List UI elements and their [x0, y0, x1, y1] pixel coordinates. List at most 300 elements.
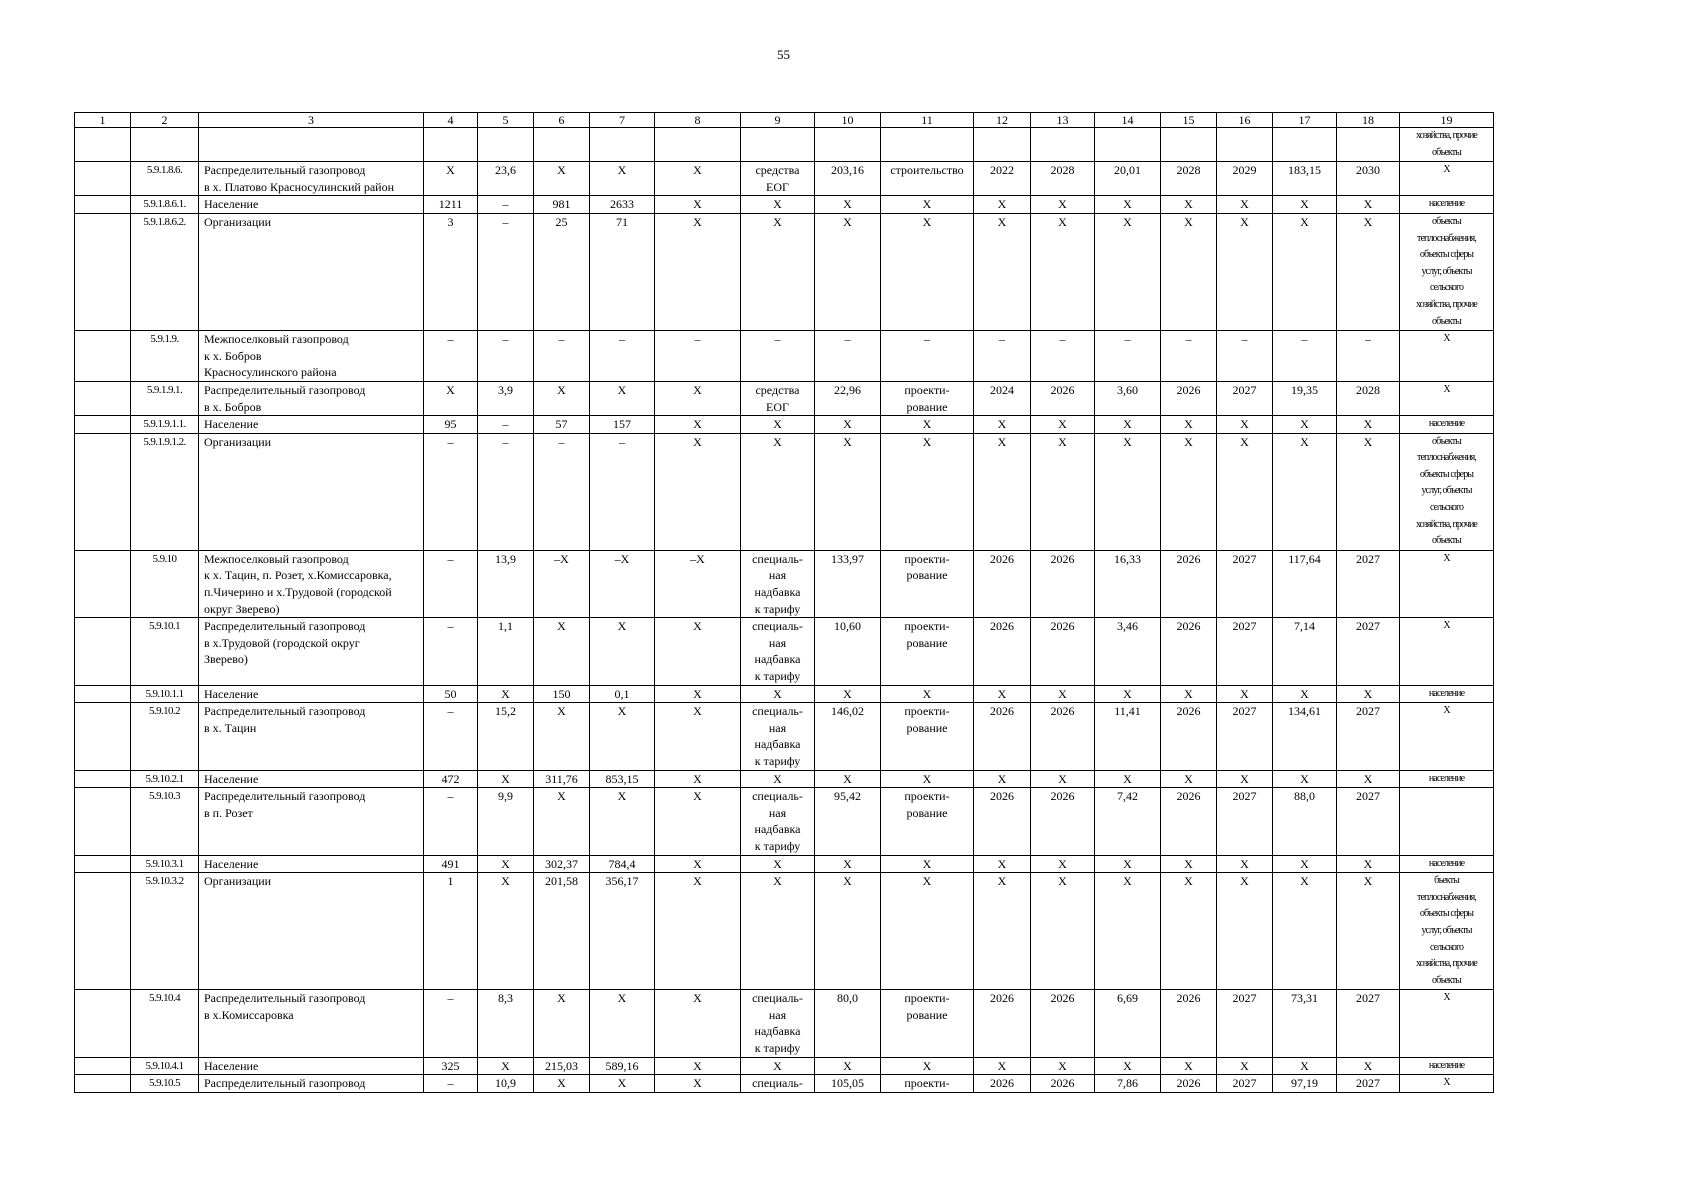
table-cell: Население: [199, 1057, 424, 1075]
table-cell: строительство: [881, 162, 974, 196]
table-cell: 981: [534, 196, 590, 214]
table-row: [75, 128, 1494, 162]
table-cell: 3: [424, 213, 478, 330]
table-cell: 5.9.10: [131, 550, 199, 617]
table-cell: 57: [534, 416, 590, 434]
table-cell: X: [815, 855, 881, 873]
table-cell: Организации: [199, 433, 424, 550]
table-cell: X: [1031, 196, 1095, 214]
table-cell: проекти-: [881, 1075, 974, 1093]
table-cell: 2026: [974, 788, 1031, 855]
table-cell: 2026: [1161, 788, 1217, 855]
table-cell: Население: [199, 685, 424, 703]
table-cell: 2026: [1031, 1075, 1095, 1093]
table-cell: X: [655, 416, 741, 434]
table-cell: X: [741, 433, 815, 550]
table-cell: [590, 128, 655, 162]
table-row: [75, 213, 1494, 330]
table-cell: X: [1217, 1057, 1273, 1075]
table-cell: X: [1273, 855, 1337, 873]
table-cell: X: [741, 213, 815, 330]
table-cell: X: [1161, 855, 1217, 873]
table-cell: 80,0: [815, 990, 881, 1057]
table-cell: –: [590, 331, 655, 382]
table-cell: 203,16: [815, 162, 881, 196]
table-cell: X: [1031, 855, 1095, 873]
table-cell: X: [655, 433, 741, 550]
column-header: 11: [881, 113, 974, 128]
table-cell: Организации: [199, 873, 424, 990]
table-cell: население: [1400, 685, 1494, 703]
table-cell: [75, 703, 131, 770]
table-cell: 10,60: [815, 618, 881, 685]
table-cell: X: [478, 685, 534, 703]
table-cell: 1,1: [478, 618, 534, 685]
table-cell: проекти- рование: [881, 788, 974, 855]
table-cell: 71: [590, 213, 655, 330]
table-cell: Организации: [199, 213, 424, 330]
table-cell: 2026: [1161, 703, 1217, 770]
table-cell: 2026: [1161, 618, 1217, 685]
table-cell: X: [1095, 855, 1161, 873]
table-cell: X: [590, 703, 655, 770]
table-cell: специаль- ная надбавка к тарифу: [741, 990, 815, 1057]
table-cell: 16,33: [1095, 550, 1161, 617]
table-cell: X: [1217, 855, 1273, 873]
table-cell: 2022: [974, 162, 1031, 196]
table-cell: 5.9.1.9.1.2.: [131, 433, 199, 550]
table-cell: [75, 128, 131, 162]
table-cell: X: [534, 703, 590, 770]
table-cell: [75, 433, 131, 550]
table-row: [75, 618, 1494, 685]
table-cell: Население: [199, 416, 424, 434]
table-cell: X: [881, 196, 974, 214]
table-cell: X: [1217, 213, 1273, 330]
table-cell: X: [881, 1057, 974, 1075]
table-row: [75, 685, 1494, 703]
table-cell: 15,2: [478, 703, 534, 770]
table-cell: X: [478, 1057, 534, 1075]
table-cell: X: [655, 162, 741, 196]
column-header: 10: [815, 113, 881, 128]
table-cell: X: [815, 1057, 881, 1075]
table-cell: X: [590, 162, 655, 196]
table-cell: –: [815, 331, 881, 382]
table-row: [75, 703, 1494, 770]
table-cell: 95: [424, 416, 478, 434]
table-cell: X: [1400, 331, 1494, 382]
table-cell: Распределительный газопровод в х. Бобров: [199, 381, 424, 415]
table-cell: [199, 128, 424, 162]
table-cell: X: [815, 685, 881, 703]
table-cell: бъекты теплоснабжения, объекты сферы услуг, объекты сельского хозяйства, прочие объекты: [1400, 873, 1494, 990]
table-cell: Распределительный газопровод в х.Трудовой (городской округ Зверево): [199, 618, 424, 685]
table-cell: –X: [590, 550, 655, 617]
table-cell: Распределительный газопровод в х.Комиссаровка: [199, 990, 424, 1057]
table-cell: [478, 128, 534, 162]
table-cell: X: [655, 213, 741, 330]
table-cell: 95,42: [815, 788, 881, 855]
table-cell: 5.9.1.9.1.1.: [131, 416, 199, 434]
table-cell: 3,46: [1095, 618, 1161, 685]
table-cell: 2026: [1161, 381, 1217, 415]
table-cell: 7,14: [1273, 618, 1337, 685]
table-cell: 2027: [1337, 618, 1400, 685]
table-cell: Межпоселковый газопровод к х. Бобров Красносулинского района: [199, 331, 424, 382]
table-row: [75, 433, 1494, 550]
table-cell: проекти- рование: [881, 618, 974, 685]
table-row: [75, 990, 1494, 1057]
table-cell: 117,64: [1273, 550, 1337, 617]
table-cell: X: [881, 770, 974, 788]
table-cell: [75, 855, 131, 873]
table-cell: [1031, 128, 1095, 162]
table-cell: X: [974, 873, 1031, 990]
table-cell: X: [881, 213, 974, 330]
table-cell: специаль- ная надбавка к тарифу: [741, 618, 815, 685]
table-cell: 589,16: [590, 1057, 655, 1075]
table-cell: 3,9: [478, 381, 534, 415]
table-cell: X: [1273, 685, 1337, 703]
column-header: 18: [1337, 113, 1400, 128]
table-cell: X: [655, 685, 741, 703]
table-cell: 2027: [1217, 381, 1273, 415]
table-cell: Население: [199, 855, 424, 873]
table-cell: –X: [534, 550, 590, 617]
table-cell: 2026: [1031, 618, 1095, 685]
table-cell: X: [1337, 196, 1400, 214]
table-cell: 2026: [1031, 381, 1095, 415]
table-cell: [534, 128, 590, 162]
table-cell: 2026: [1161, 1075, 1217, 1093]
table-cell: X: [1161, 770, 1217, 788]
table-cell: X: [655, 381, 741, 415]
column-header: 8: [655, 113, 741, 128]
column-header: 1: [75, 113, 131, 128]
table-cell: 2026: [1161, 990, 1217, 1057]
table-cell: Распределительный газопровод: [199, 1075, 424, 1093]
table-cell: –: [1273, 331, 1337, 382]
table-cell: X: [881, 873, 974, 990]
table-cell: X: [1273, 770, 1337, 788]
table-cell: X: [1161, 416, 1217, 434]
table-cell: [75, 1075, 131, 1093]
table-cell: 5.9.10.3.1: [131, 855, 199, 873]
table-cell: X: [815, 873, 881, 990]
table-row: [75, 1057, 1494, 1075]
table-cell: –: [424, 990, 478, 1057]
gas-pipeline-table: [74, 112, 1494, 1093]
table-cell: 20,01: [1095, 162, 1161, 196]
table-cell: X: [478, 855, 534, 873]
table-cell: X: [1095, 770, 1161, 788]
table-cell: 5.9.10.4.1: [131, 1057, 199, 1075]
table-cell: население: [1400, 1057, 1494, 1075]
table-cell: X: [974, 855, 1031, 873]
table-cell: X: [815, 433, 881, 550]
table-cell: –: [881, 331, 974, 382]
table-cell: X: [815, 196, 881, 214]
table-cell: 2026: [1161, 550, 1217, 617]
table-cell: 25: [534, 213, 590, 330]
table-cell: X: [655, 703, 741, 770]
table-cell: 5.9.1.8.6.1.: [131, 196, 199, 214]
table-cell: 9,9: [478, 788, 534, 855]
table-cell: X: [590, 1075, 655, 1093]
table-cell: Межпоселковый газопровод к х. Тацин, п. Розет, х.Комиссаровка, п.Чичерино и х.Трудовой (городской округ Зверево): [199, 550, 424, 617]
table-cell: [75, 213, 131, 330]
table-cell: X: [1161, 213, 1217, 330]
table-cell: –X: [655, 550, 741, 617]
table-cell: X: [1273, 1057, 1337, 1075]
table-cell: X: [590, 381, 655, 415]
table-cell: X: [1337, 770, 1400, 788]
table-cell: X: [424, 381, 478, 415]
table-cell: 325: [424, 1057, 478, 1075]
table-row: [75, 162, 1494, 196]
table-body: [75, 128, 1494, 1093]
table-cell: [75, 331, 131, 382]
table-cell: X: [655, 1057, 741, 1075]
table-cell: [1400, 788, 1494, 855]
table-cell: 2027: [1217, 550, 1273, 617]
table-cell: X: [1400, 1075, 1494, 1093]
table-cell: [1217, 128, 1273, 162]
table-cell: 7,42: [1095, 788, 1161, 855]
table-cell: [75, 788, 131, 855]
table-cell: объекты теплоснабжения, объекты сферы услуг, объекты сельского хозяйства, прочие объекты: [1400, 433, 1494, 550]
table-cell: 472: [424, 770, 478, 788]
table-cell: хозяйства, прочие объекты: [1400, 128, 1494, 162]
table-row: [75, 331, 1494, 382]
table-cell: –: [655, 331, 741, 382]
table-cell: X: [1161, 685, 1217, 703]
table-cell: X: [534, 381, 590, 415]
table-cell: X: [974, 1057, 1031, 1075]
table-row: [75, 196, 1494, 214]
table-cell: 2027: [1217, 1075, 1273, 1093]
column-header: 6: [534, 113, 590, 128]
table-cell: 5.9.10.3.2: [131, 873, 199, 990]
table-cell: [75, 990, 131, 1057]
table-cell: X: [741, 873, 815, 990]
table-cell: X: [1161, 873, 1217, 990]
table-cell: 311,76: [534, 770, 590, 788]
table-cell: X: [974, 770, 1031, 788]
table-cell: –: [974, 331, 1031, 382]
table-cell: X: [741, 685, 815, 703]
table-cell: специаль-: [741, 1075, 815, 1093]
table-cell: –: [478, 213, 534, 330]
table-cell: X: [881, 433, 974, 550]
column-header: 9: [741, 113, 815, 128]
column-header: 14: [1095, 113, 1161, 128]
table-cell: X: [534, 990, 590, 1057]
table-cell: X: [1337, 416, 1400, 434]
table-cell: объекты теплоснабжения, объекты сферы услуг, объекты сельского хозяйства, прочие объекты: [1400, 213, 1494, 330]
table-cell: население: [1400, 416, 1494, 434]
table-cell: Население: [199, 770, 424, 788]
table-cell: 5.9.10.1.1: [131, 685, 199, 703]
table-cell: [1337, 128, 1400, 162]
table-cell: –: [424, 1075, 478, 1093]
table-cell: X: [534, 162, 590, 196]
table-cell: X: [815, 213, 881, 330]
table-cell: 784,4: [590, 855, 655, 873]
table-cell: 157: [590, 416, 655, 434]
table-cell: –: [424, 618, 478, 685]
table-cell: –: [424, 433, 478, 550]
table-cell: 11,41: [1095, 703, 1161, 770]
table-cell: X: [974, 196, 1031, 214]
table-cell: [75, 162, 131, 196]
table-cell: население: [1400, 770, 1494, 788]
table-cell: X: [1095, 1057, 1161, 1075]
table-cell: [75, 685, 131, 703]
table-cell: X: [655, 1075, 741, 1093]
table-cell: специаль- ная надбавка к тарифу: [741, 550, 815, 617]
table-cell: 0,1: [590, 685, 655, 703]
table-cell: –: [424, 550, 478, 617]
table-cell: 2026: [1031, 990, 1095, 1057]
table-cell: X: [1337, 855, 1400, 873]
table-cell: 133,97: [815, 550, 881, 617]
column-header: 16: [1217, 113, 1273, 128]
table-cell: 1: [424, 873, 478, 990]
table-cell: 146,02: [815, 703, 881, 770]
table-cell: X: [974, 685, 1031, 703]
table-cell: –: [478, 196, 534, 214]
table-cell: [75, 770, 131, 788]
table-cell: 356,17: [590, 873, 655, 990]
table-cell: X: [1217, 770, 1273, 788]
table-cell: X: [1400, 381, 1494, 415]
table-cell: [974, 128, 1031, 162]
table-cell: 150: [534, 685, 590, 703]
table-cell: 183,15: [1273, 162, 1337, 196]
table-cell: –: [1031, 331, 1095, 382]
table-cell: 8,3: [478, 990, 534, 1057]
table-cell: 134,61: [1273, 703, 1337, 770]
table-cell: 5.9.1.8.6.2.: [131, 213, 199, 330]
column-header: 5: [478, 113, 534, 128]
table-row: [75, 855, 1494, 873]
table-cell: 853,15: [590, 770, 655, 788]
table-row: [75, 873, 1494, 990]
table-cell: X: [1031, 1057, 1095, 1075]
table-cell: 97,19: [1273, 1075, 1337, 1093]
table-cell: 5.9.1.9.1.: [131, 381, 199, 415]
table-cell: –: [1217, 331, 1273, 382]
table-cell: X: [655, 873, 741, 990]
table-cell: X: [1031, 416, 1095, 434]
table-cell: 7,86: [1095, 1075, 1161, 1093]
table-cell: X: [424, 162, 478, 196]
table-cell: X: [655, 196, 741, 214]
table-cell: проекти- рование: [881, 381, 974, 415]
table-cell: X: [1400, 162, 1494, 196]
table-cell: [655, 128, 741, 162]
table-cell: 2027: [1217, 788, 1273, 855]
table-cell: [881, 128, 974, 162]
table-cell: 2027: [1337, 788, 1400, 855]
table-cell: 5.9.10.2.1: [131, 770, 199, 788]
table-cell: 2028: [1161, 162, 1217, 196]
column-header: 13: [1031, 113, 1095, 128]
table-cell: 2026: [1031, 703, 1095, 770]
table-cell: X: [534, 618, 590, 685]
table-cell: –: [478, 331, 534, 382]
table-cell: X: [741, 1057, 815, 1075]
table-cell: –: [590, 433, 655, 550]
table-cell: X: [1031, 873, 1095, 990]
table-cell: [815, 128, 881, 162]
table-cell: 2026: [974, 550, 1031, 617]
table-cell: 2027: [1337, 990, 1400, 1057]
table-cell: 215,03: [534, 1057, 590, 1075]
table-cell: 2030: [1337, 162, 1400, 196]
table-cell: X: [1031, 685, 1095, 703]
table-row: [75, 416, 1494, 434]
table-cell: X: [1400, 990, 1494, 1057]
table-cell: X: [1273, 873, 1337, 990]
table-cell: X: [741, 770, 815, 788]
table-cell: 2029: [1217, 162, 1273, 196]
table-cell: X: [881, 416, 974, 434]
table-row: [75, 1075, 1494, 1093]
table-cell: 5.9.10.5: [131, 1075, 199, 1093]
table-row: [75, 381, 1494, 415]
table-cell: X: [815, 770, 881, 788]
table-cell: 50: [424, 685, 478, 703]
table-cell: X: [534, 788, 590, 855]
table-cell: население: [1400, 855, 1494, 873]
table-cell: X: [741, 416, 815, 434]
table-row: [75, 770, 1494, 788]
table-cell: 13,9: [478, 550, 534, 617]
table-cell: X: [655, 990, 741, 1057]
table-cell: X: [1161, 196, 1217, 214]
column-header: 19: [1400, 113, 1494, 128]
table-cell: X: [1095, 873, 1161, 990]
table-cell: X: [1337, 1057, 1400, 1075]
table-cell: 5.9.10.3: [131, 788, 199, 855]
table-cell: 23,6: [478, 162, 534, 196]
column-header: 2: [131, 113, 199, 128]
table-cell: –: [1095, 331, 1161, 382]
page-number: 55: [777, 47, 790, 62]
table-cell: 2026: [974, 1075, 1031, 1093]
table-cell: [741, 128, 815, 162]
table-cell: X: [741, 196, 815, 214]
table-cell: [1161, 128, 1217, 162]
table-cell: проекти- рование: [881, 550, 974, 617]
column-number-header-row: [75, 113, 1494, 128]
table-cell: 302,37: [534, 855, 590, 873]
table-cell: X: [655, 788, 741, 855]
table-cell: 2026: [1031, 788, 1095, 855]
table-cell: X: [1217, 873, 1273, 990]
table-cell: 2028: [1031, 162, 1095, 196]
table-cell: 5.9.10.1: [131, 618, 199, 685]
table-cell: [75, 381, 131, 415]
table-cell: X: [655, 855, 741, 873]
table-cell: X: [1337, 685, 1400, 703]
table-cell: проекти- рование: [881, 990, 974, 1057]
table-cell: Распределительный газопровод в п. Розет: [199, 788, 424, 855]
column-header: 12: [974, 113, 1031, 128]
